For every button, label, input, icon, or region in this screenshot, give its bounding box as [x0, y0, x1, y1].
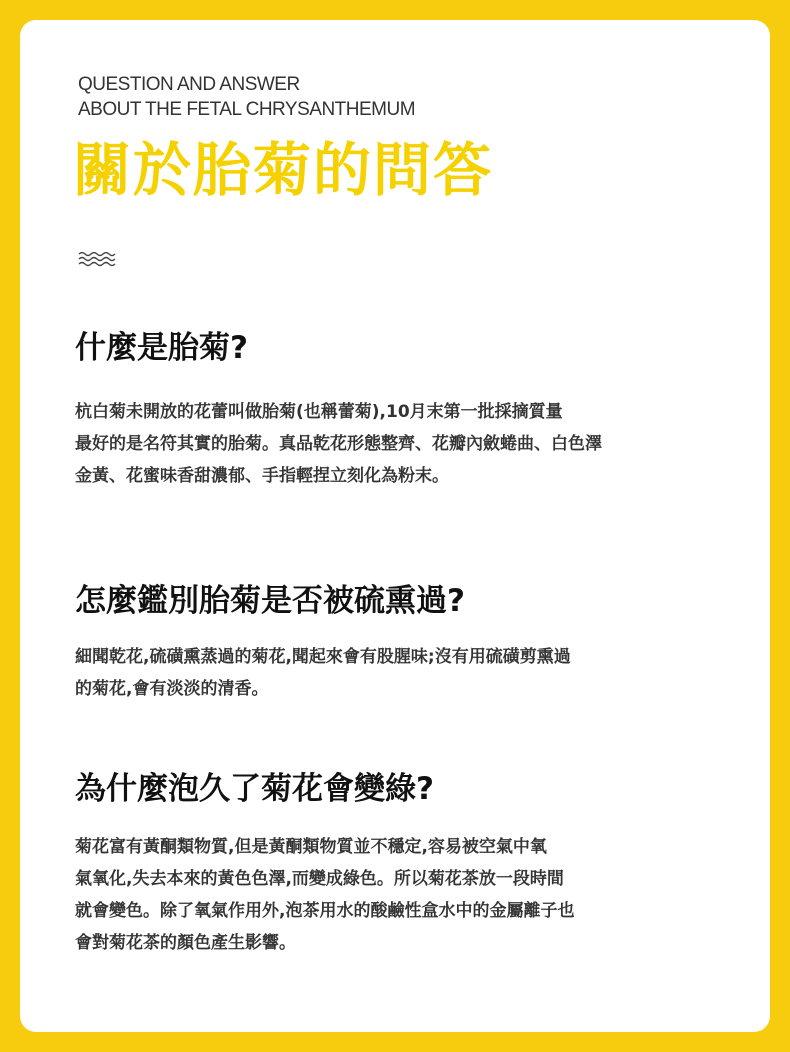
wave-icon [78, 251, 116, 267]
answer-line: 的菊花,會有淡淡的清香。 [75, 679, 269, 699]
english-subtitle [78, 72, 678, 122]
content-card [20, 20, 770, 1032]
answer-paragraph [75, 831, 725, 959]
answer-line: 氣氧化,失去本來的黃色色澤,而變成綠色。所以菊花茶放一段時間 [75, 869, 564, 889]
qa-section-what-is-fetal-chrysanthemum [75, 328, 725, 492]
answer-paragraph [75, 641, 725, 705]
question-heading: 怎麼鑑別胎菊是否被硫熏過? [75, 583, 465, 619]
answer-line: 菊花富有黃酮類物質,但是黃酮類物質並不穩定,容易被空氣中氧 [75, 837, 547, 857]
answer-line: 會對菊花茶的顏色產生影響。 [75, 933, 296, 953]
answer-line: 最好的是名符其實的胎菊。真品乾花形態整齊、花瓣內斂蜷曲、白色澤 [75, 434, 602, 454]
answer-line: 杭白菊未開放的花蕾叫做胎菊(也稱蕾菊),10月末第一批採摘質量 [75, 402, 563, 422]
page-title: 關於胎菊的問答 [73, 136, 494, 204]
answer-line: 金黃、花蜜味香甜濃郁、手指輕捏立刻化為粉末。 [75, 466, 449, 486]
answer-paragraph [75, 396, 725, 492]
question-heading: 為什麼泡久了菊花會變綠? [75, 771, 434, 807]
question-heading: 什麼是胎菊? [75, 330, 248, 366]
answer-line: 細聞乾花,硫磺熏蒸過的菊花,聞起來會有股腥味;沒有用硫磺剪熏過 [75, 647, 571, 667]
english-subtitle-line-1: QUESTION AND ANSWER [78, 74, 300, 95]
qa-section-sulfur-identification [75, 581, 725, 705]
english-subtitle-line-2: ABOUT THE FETAL CHRYSANTHEMUM [78, 99, 416, 120]
qa-section-turning-green [75, 769, 725, 959]
answer-line: 就會變色。除了氧氣作用外,泡茶用水的酸鹼性盒水中的金屬離子也 [75, 901, 575, 921]
